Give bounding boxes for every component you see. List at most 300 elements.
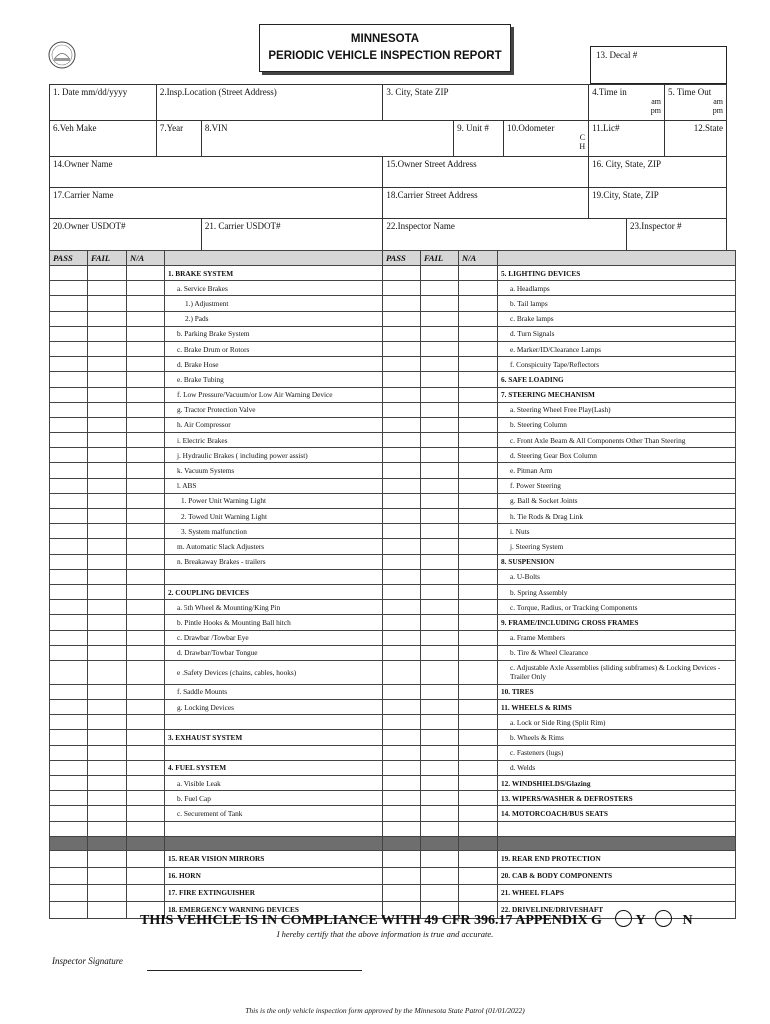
owner-name-field[interactable]: 14.Owner Name — [50, 157, 383, 188]
insp-location-field[interactable]: 2.Insp.Location (Street Address) — [156, 85, 383, 121]
left-fail-checkbox[interactable] — [88, 296, 127, 311]
left-item-label: m. Automatic Slack Adjusters — [165, 539, 383, 554]
right-fail-checkbox[interactable] — [421, 867, 459, 884]
left-na-checkbox[interactable] — [127, 569, 165, 584]
right-na-checkbox[interactable] — [459, 372, 498, 387]
left-pass-checkbox[interactable] — [50, 684, 88, 699]
right-na-checkbox[interactable] — [459, 760, 498, 775]
right-na-checkbox[interactable] — [459, 867, 498, 884]
left-fail-checkbox[interactable] — [88, 806, 127, 821]
right-na-checkbox[interactable] — [459, 584, 498, 599]
right-na-checkbox[interactable] — [459, 357, 498, 372]
left-pass-checkbox[interactable] — [50, 266, 88, 281]
right-na-checkbox[interactable] — [459, 821, 498, 836]
left-na-checkbox[interactable] — [127, 539, 165, 554]
right-fail-checkbox[interactable] — [421, 387, 459, 402]
left-fail-checkbox[interactable] — [88, 791, 127, 806]
left-fail-checkbox[interactable] — [88, 850, 127, 867]
left-na-checkbox[interactable] — [127, 584, 165, 599]
left-na-checkbox[interactable] — [127, 281, 165, 296]
left-item-label — [165, 821, 383, 836]
right-fail-checkbox[interactable] — [421, 524, 459, 539]
form-title — [259, 24, 511, 72]
right-na-checkbox[interactable] — [459, 387, 498, 402]
right-fail-checkbox[interactable] — [421, 478, 459, 493]
left-fail-checkbox[interactable] — [88, 341, 127, 356]
right-na-checkbox[interactable] — [459, 554, 498, 569]
left-pass-checkbox[interactable] — [50, 311, 88, 326]
time-in-field[interactable]: 4.Time in am pm — [589, 85, 665, 121]
right-na-checkbox[interactable] — [459, 433, 498, 448]
left-na-checkbox[interactable] — [127, 806, 165, 821]
pass-header: PASS — [383, 251, 421, 266]
left-na-checkbox[interactable] — [127, 372, 165, 387]
divider-cell — [498, 836, 736, 850]
right-na-checkbox[interactable] — [459, 884, 498, 901]
left-fail-checkbox[interactable] — [88, 387, 127, 402]
right-na-checkbox[interactable] — [459, 630, 498, 645]
left-pass-checkbox[interactable] — [50, 357, 88, 372]
right-na-checkbox[interactable] — [459, 478, 498, 493]
right-na-checkbox[interactable] — [459, 600, 498, 615]
right-na-checkbox[interactable] — [459, 569, 498, 584]
left-fail-checkbox[interactable] — [88, 821, 127, 836]
right-fail-checkbox[interactable] — [421, 296, 459, 311]
left-fail-checkbox[interactable] — [88, 645, 127, 660]
left-na-checkbox[interactable] — [127, 524, 165, 539]
carrier-street-field[interactable]: 18.Carrier Street Address — [383, 188, 589, 219]
left-pass-checkbox[interactable] — [50, 700, 88, 715]
right-pass-checkbox[interactable] — [383, 806, 421, 821]
right-na-checkbox[interactable] — [459, 806, 498, 821]
right-pass-checkbox[interactable] — [383, 357, 421, 372]
left-na-checkbox[interactable] — [127, 554, 165, 569]
left-fail-checkbox[interactable] — [88, 478, 127, 493]
right-fail-checkbox[interactable] — [421, 448, 459, 463]
right-fail-checkbox[interactable] — [421, 730, 459, 745]
left-na-checkbox[interactable] — [127, 433, 165, 448]
carrier-usdot-field[interactable]: 21. Carrier USDOT# — [201, 219, 383, 251]
carrier-city-field[interactable]: 19.City, State, ZIP — [589, 188, 727, 219]
right-na-checkbox[interactable] — [459, 539, 498, 554]
checklist-row — [50, 615, 736, 630]
left-pass-checkbox[interactable] — [50, 850, 88, 867]
right-pass-checkbox[interactable] — [383, 884, 421, 901]
right-fail-checkbox[interactable] — [421, 660, 459, 684]
left-fail-checkbox[interactable] — [88, 463, 127, 478]
right-fail-checkbox[interactable] — [421, 569, 459, 584]
left-na-checkbox[interactable] — [127, 311, 165, 326]
left-na-checkbox[interactable] — [127, 745, 165, 760]
right-na-checkbox[interactable] — [459, 448, 498, 463]
right-item-label: f. Conspicuity Tape/Reflectors — [498, 357, 736, 372]
left-pass-checkbox[interactable] — [50, 630, 88, 645]
checklist-row — [50, 463, 736, 478]
left-na-checkbox[interactable] — [127, 645, 165, 660]
right-pass-checkbox[interactable] — [383, 745, 421, 760]
left-pass-checkbox[interactable] — [50, 539, 88, 554]
right-fail-checkbox[interactable] — [421, 615, 459, 630]
right-pass-checkbox[interactable] — [383, 760, 421, 775]
right-na-checkbox[interactable] — [459, 660, 498, 684]
left-pass-checkbox[interactable] — [50, 791, 88, 806]
right-pass-checkbox[interactable] — [383, 463, 421, 478]
right-na-checkbox[interactable] — [459, 266, 498, 281]
right-fail-checkbox[interactable] — [421, 630, 459, 645]
left-fail-checkbox[interactable] — [88, 554, 127, 569]
right-pass-checkbox[interactable] — [383, 326, 421, 341]
left-na-checkbox[interactable] — [127, 615, 165, 630]
right-na-checkbox[interactable] — [459, 730, 498, 745]
certification-text: I hereby certify that the above information is true and accurate. — [276, 929, 494, 939]
veh-make-field[interactable]: 6.Veh Make — [50, 121, 157, 157]
left-fail-checkbox[interactable] — [88, 760, 127, 775]
left-fail-checkbox[interactable] — [88, 372, 127, 387]
left-fail-checkbox[interactable] — [88, 600, 127, 615]
left-na-checkbox[interactable] — [127, 600, 165, 615]
right-pass-checkbox[interactable] — [383, 867, 421, 884]
right-fail-checkbox[interactable] — [421, 372, 459, 387]
left-pass-checkbox[interactable] — [50, 448, 88, 463]
right-fail-checkbox[interactable] — [421, 554, 459, 569]
right-pass-checkbox[interactable] — [383, 660, 421, 684]
right-pass-checkbox[interactable] — [383, 776, 421, 791]
right-fail-checkbox[interactable] — [421, 821, 459, 836]
left-na-checkbox[interactable] — [127, 296, 165, 311]
checklist-row — [50, 387, 736, 402]
year-field[interactable]: 7.Year — [156, 121, 201, 157]
left-fail-checkbox[interactable] — [88, 357, 127, 372]
right-fail-checkbox[interactable] — [421, 684, 459, 699]
left-pass-checkbox[interactable] — [50, 281, 88, 296]
right-fail-checkbox[interactable] — [421, 760, 459, 775]
right-fail-checkbox[interactable] — [421, 539, 459, 554]
left-item-label: 1. Power Unit Warning Light — [165, 493, 383, 508]
divider-cell — [165, 836, 383, 850]
lic-field[interactable]: 11.Lic# — [589, 121, 665, 157]
left-na-checkbox[interactable] — [127, 417, 165, 432]
left-pass-checkbox[interactable] — [50, 402, 88, 417]
right-pass-checkbox[interactable] — [383, 700, 421, 715]
right-item-label: c. Brake lamps — [498, 311, 736, 326]
right-fail-checkbox[interactable] — [421, 776, 459, 791]
left-fail-checkbox[interactable] — [88, 776, 127, 791]
left-fail-checkbox[interactable] — [88, 524, 127, 539]
left-pass-checkbox[interactable] — [50, 806, 88, 821]
right-pass-checkbox[interactable] — [383, 311, 421, 326]
right-fail-checkbox[interactable] — [421, 806, 459, 821]
right-fail-checkbox[interactable] — [421, 645, 459, 660]
right-pass-checkbox[interactable] — [383, 266, 421, 281]
left-pass-checkbox[interactable] — [50, 463, 88, 478]
left-na-checkbox[interactable] — [127, 448, 165, 463]
left-na-checkbox[interactable] — [127, 700, 165, 715]
left-fail-checkbox[interactable] — [88, 539, 127, 554]
checklist-row — [50, 684, 736, 699]
right-pass-checkbox[interactable] — [383, 387, 421, 402]
right-fail-checkbox[interactable] — [421, 584, 459, 599]
left-pass-checkbox[interactable] — [50, 615, 88, 630]
inspector-number-field[interactable]: 23.Inspector # — [627, 219, 727, 251]
odometer-field[interactable]: 10.Odometer C H — [504, 121, 589, 157]
left-na-checkbox[interactable] — [127, 776, 165, 791]
left-na-checkbox[interactable] — [127, 730, 165, 745]
right-na-checkbox[interactable] — [459, 281, 498, 296]
right-pass-checkbox[interactable] — [383, 850, 421, 867]
checklist-row — [50, 600, 736, 615]
left-item-label: 18. EMERGENCY WARNING DEVICES — [165, 901, 383, 918]
right-pass-checkbox[interactable] — [383, 281, 421, 296]
left-pass-checkbox[interactable] — [50, 760, 88, 775]
left-fail-checkbox[interactable] — [88, 417, 127, 432]
right-pass-checkbox[interactable] — [383, 730, 421, 745]
left-fail-checkbox[interactable] — [88, 615, 127, 630]
left-na-checkbox[interactable] — [127, 684, 165, 699]
right-pass-checkbox[interactable] — [383, 791, 421, 806]
right-pass-checkbox[interactable] — [383, 296, 421, 311]
state-field[interactable]: 12.State — [665, 121, 727, 157]
right-fail-checkbox[interactable] — [421, 326, 459, 341]
left-na-checkbox[interactable] — [127, 660, 165, 684]
left-fail-checkbox[interactable] — [88, 660, 127, 684]
right-na-checkbox[interactable] — [459, 463, 498, 478]
unit-field[interactable]: 9. Unit # — [454, 121, 504, 157]
left-na-checkbox[interactable] — [127, 341, 165, 356]
left-pass-checkbox[interactable] — [50, 776, 88, 791]
right-pass-checkbox[interactable] — [383, 524, 421, 539]
right-pass-checkbox[interactable] — [383, 645, 421, 660]
left-na-checkbox[interactable] — [127, 715, 165, 730]
right-fail-checkbox[interactable] — [421, 463, 459, 478]
right-na-checkbox[interactable] — [459, 326, 498, 341]
right-pass-checkbox[interactable] — [383, 448, 421, 463]
right-na-checkbox[interactable] — [459, 402, 498, 417]
checklist-row — [50, 493, 736, 508]
left-pass-checkbox[interactable] — [50, 660, 88, 684]
left-fail-checkbox[interactable] — [88, 402, 127, 417]
checklist-row — [50, 715, 736, 730]
right-pass-checkbox[interactable] — [383, 554, 421, 569]
right-na-checkbox[interactable] — [459, 715, 498, 730]
right-pass-checkbox[interactable] — [383, 615, 421, 630]
left-fail-checkbox[interactable] — [88, 730, 127, 745]
left-na-checkbox[interactable] — [127, 326, 165, 341]
date-field[interactable]: 1. Date mm/dd/yyyy — [50, 85, 157, 121]
right-pass-checkbox[interactable] — [383, 600, 421, 615]
right-pass-checkbox[interactable] — [383, 584, 421, 599]
right-pass-checkbox[interactable] — [383, 493, 421, 508]
left-na-checkbox[interactable] — [127, 357, 165, 372]
left-fail-checkbox[interactable] — [88, 448, 127, 463]
city-state-zip-field[interactable]: 3. City, State ZIP — [383, 85, 589, 121]
right-na-checkbox[interactable] — [459, 417, 498, 432]
right-fail-checkbox[interactable] — [421, 745, 459, 760]
left-pass-checkbox[interactable] — [50, 326, 88, 341]
right-pass-checkbox[interactable] — [383, 715, 421, 730]
right-na-checkbox[interactable] — [459, 776, 498, 791]
left-pass-checkbox[interactable] — [50, 745, 88, 760]
left-item-label: n. Breakaway Brakes - trailers — [165, 554, 383, 569]
left-pass-checkbox[interactable] — [50, 901, 88, 918]
right-fail-checkbox[interactable] — [421, 357, 459, 372]
right-pass-checkbox[interactable] — [383, 684, 421, 699]
left-fail-checkbox[interactable] — [88, 509, 127, 524]
left-pass-checkbox[interactable] — [50, 569, 88, 584]
inspector-name-field[interactable]: 22.Inspector Name — [383, 219, 627, 251]
right-na-checkbox[interactable] — [459, 745, 498, 760]
right-fail-checkbox[interactable] — [421, 884, 459, 901]
left-fail-checkbox[interactable] — [88, 493, 127, 508]
right-pass-checkbox[interactable] — [383, 478, 421, 493]
right-fail-checkbox[interactable] — [421, 700, 459, 715]
left-item-label — [165, 745, 383, 760]
no-radio[interactable] — [655, 910, 672, 927]
title-state: MINNESOTA — [350, 33, 420, 45]
right-fail-checkbox[interactable] — [421, 493, 459, 508]
right-na-checkbox[interactable] — [459, 509, 498, 524]
right-na-checkbox[interactable] — [459, 296, 498, 311]
left-fail-checkbox[interactable] — [88, 433, 127, 448]
left-na-checkbox[interactable] — [127, 884, 165, 901]
right-na-checkbox[interactable] — [459, 791, 498, 806]
right-na-checkbox[interactable] — [459, 684, 498, 699]
left-na-checkbox[interactable] — [127, 821, 165, 836]
owner-city-field[interactable]: 16. City, State, ZIP — [589, 157, 727, 188]
left-fail-checkbox[interactable] — [88, 584, 127, 599]
decal-field[interactable] — [590, 46, 727, 84]
left-pass-checkbox[interactable] — [50, 715, 88, 730]
right-na-checkbox[interactable] — [459, 524, 498, 539]
right-fail-checkbox[interactable] — [421, 311, 459, 326]
right-pass-checkbox[interactable] — [383, 539, 421, 554]
left-fail-checkbox[interactable] — [88, 326, 127, 341]
left-item-label: e. Brake Tubing — [165, 372, 383, 387]
right-fail-checkbox[interactable] — [421, 715, 459, 730]
left-fail-checkbox[interactable] — [88, 700, 127, 715]
left-pass-checkbox[interactable] — [50, 387, 88, 402]
right-fail-checkbox[interactable] — [421, 509, 459, 524]
right-pass-checkbox[interactable] — [383, 509, 421, 524]
right-pass-checkbox[interactable] — [383, 433, 421, 448]
right-fail-checkbox[interactable] — [421, 341, 459, 356]
left-fail-checkbox[interactable] — [88, 884, 127, 901]
time-out-field[interactable]: 5. Time Out am pm — [665, 85, 727, 121]
right-na-checkbox[interactable] — [459, 700, 498, 715]
right-fail-checkbox[interactable] — [421, 402, 459, 417]
left-na-checkbox[interactable] — [127, 791, 165, 806]
right-na-checkbox[interactable] — [459, 850, 498, 867]
left-pass-checkbox[interactable] — [50, 509, 88, 524]
left-pass-checkbox[interactable] — [50, 478, 88, 493]
right-item-label: e. Pitman Arm — [498, 463, 736, 478]
right-fail-checkbox[interactable] — [421, 850, 459, 867]
left-pass-checkbox[interactable] — [50, 600, 88, 615]
yes-radio[interactable] — [615, 910, 632, 927]
left-na-checkbox[interactable] — [127, 402, 165, 417]
left-na-checkbox[interactable] — [127, 850, 165, 867]
right-fail-checkbox[interactable] — [421, 281, 459, 296]
left-na-checkbox[interactable] — [127, 493, 165, 508]
checklist-row — [50, 402, 736, 417]
right-item-label: d. Steering Gear Box Column — [498, 448, 736, 463]
left-pass-checkbox[interactable] — [50, 296, 88, 311]
owner-usdot-field[interactable]: 20.Owner USDOT# — [50, 219, 202, 251]
left-na-checkbox[interactable] — [127, 509, 165, 524]
left-pass-checkbox[interactable] — [50, 372, 88, 387]
left-pass-checkbox[interactable] — [50, 341, 88, 356]
right-fail-checkbox[interactable] — [421, 433, 459, 448]
right-item-label: d. Turn Signals — [498, 326, 736, 341]
left-fail-checkbox[interactable] — [88, 684, 127, 699]
left-na-checkbox[interactable] — [127, 478, 165, 493]
right-pass-checkbox[interactable] — [383, 402, 421, 417]
left-na-checkbox[interactable] — [127, 760, 165, 775]
right-pass-checkbox[interactable] — [383, 630, 421, 645]
left-pass-checkbox[interactable] — [50, 554, 88, 569]
left-na-checkbox[interactable] — [127, 387, 165, 402]
left-fail-checkbox[interactable] — [88, 630, 127, 645]
right-fail-checkbox[interactable] — [421, 600, 459, 615]
right-na-checkbox[interactable] — [459, 311, 498, 326]
left-fail-checkbox[interactable] — [88, 311, 127, 326]
right-item-label: 22. DRIVELINE/DRIVESHAFT — [498, 901, 736, 918]
right-item-label: a. Steering Wheel Free Play(Lash) — [498, 402, 736, 417]
left-pass-checkbox[interactable] — [50, 821, 88, 836]
right-item-label: b. Spring Assembly — [498, 584, 736, 599]
right-na-checkbox[interactable] — [459, 615, 498, 630]
left-fail-checkbox[interactable] — [88, 715, 127, 730]
right-pass-checkbox[interactable] — [383, 341, 421, 356]
right-pass-checkbox[interactable] — [383, 569, 421, 584]
left-fail-checkbox[interactable] — [88, 281, 127, 296]
left-pass-checkbox[interactable] — [50, 417, 88, 432]
right-fail-checkbox[interactable] — [421, 791, 459, 806]
left-item-label: 3. EXHAUST SYSTEM — [165, 730, 383, 745]
owner-street-field[interactable]: 15.Owner Street Address — [383, 157, 589, 188]
left-pass-checkbox[interactable] — [50, 433, 88, 448]
left-pass-checkbox[interactable] — [50, 867, 88, 884]
vin-field[interactable]: 8.VIN — [201, 121, 453, 157]
left-fail-checkbox[interactable] — [88, 867, 127, 884]
left-pass-checkbox[interactable] — [50, 584, 88, 599]
right-na-checkbox[interactable] — [459, 493, 498, 508]
left-pass-checkbox[interactable] — [50, 645, 88, 660]
right-na-checkbox[interactable] — [459, 645, 498, 660]
left-fail-checkbox[interactable] — [88, 745, 127, 760]
right-pass-checkbox[interactable] — [383, 417, 421, 432]
right-pass-checkbox[interactable] — [383, 821, 421, 836]
left-na-checkbox[interactable] — [127, 463, 165, 478]
left-na-checkbox[interactable] — [127, 266, 165, 281]
right-item-label: b. Tire & Wheel Clearance — [498, 645, 736, 660]
carrier-name-field[interactable]: 17.Carrier Name — [50, 188, 383, 219]
left-fail-checkbox[interactable] — [88, 569, 127, 584]
signature-line[interactable] — [147, 970, 362, 971]
right-fail-checkbox[interactable] — [421, 266, 459, 281]
left-na-checkbox[interactable] — [127, 630, 165, 645]
right-fail-checkbox[interactable] — [421, 417, 459, 432]
left-na-checkbox[interactable] — [127, 867, 165, 884]
left-pass-checkbox[interactable] — [50, 884, 88, 901]
left-pass-checkbox[interactable] — [50, 524, 88, 539]
left-pass-checkbox[interactable] — [50, 730, 88, 745]
left-fail-checkbox[interactable] — [88, 266, 127, 281]
left-fail-checkbox[interactable] — [88, 901, 127, 918]
right-pass-checkbox[interactable] — [383, 372, 421, 387]
left-pass-checkbox[interactable] — [50, 493, 88, 508]
right-na-checkbox[interactable] — [459, 341, 498, 356]
checklist-row — [50, 584, 736, 599]
